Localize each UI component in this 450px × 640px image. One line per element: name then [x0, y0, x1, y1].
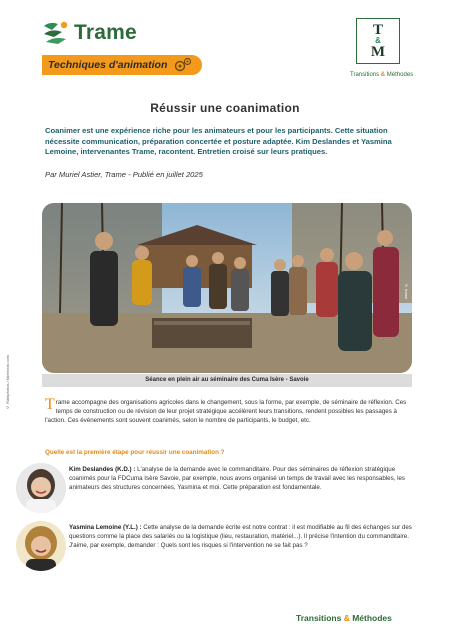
- intro-text: rame accompagne des organisations agricoles dans le changement, sous la forme, par exemple, de séminaire de réflexion. Ces temps de construction ou de révision de leur projet stratégique accélèrent leurs transitions, rendent possibles les passages à l'action. Ces événements sont souvent coanimés, selon le nombre de participants, le budget, etc.: [45, 399, 407, 425]
- brand-name: Trame: [74, 21, 137, 44]
- article-lead: Coanimer est une expérience riche pour les animateurs et pour les participants. Cette situation nécessite communication, préparation concertée et posture adaptée. Kim Deslandes et Yasmina Lemoine, intervenantes Trame, racontent. Entretien croisé sur leurs pratiques.: [45, 126, 392, 157]
- gears-icon: [174, 57, 192, 73]
- partner-logo: [356, 18, 400, 64]
- side-credit: © Rafaphotos / fabebook.com: [5, 355, 10, 411]
- speaker-name: Kim Deslandes (K.D.) :: [69, 466, 136, 473]
- section-tag-label: Techniques d'animation: [48, 59, 168, 71]
- interview-question: Quelle est la première étape pour réussir une coanimation ?: [45, 449, 225, 456]
- article-photo: [42, 203, 412, 373]
- partner-logo-t: T: [372, 22, 383, 38]
- speaker-answer: Kim Deslandes (K.D.) : L'analyse de la demande avec le commanditaire. Pour des séminaires de réflexion stratégique coanimés pour la FDCuma Isère Savoie, par exemple, nous avons organisé un temps de travail avec les responsables, les animateurs des structures concernées, Yasmina et moi. Cette préparation est fondamentale.: [69, 466, 406, 492]
- partner-logo-m: M: [370, 44, 386, 60]
- partner-caption: Transitions & Méthodes: [350, 72, 414, 78]
- outdoor-seminar-photo: [42, 203, 412, 373]
- partner-logo-amp: &: [375, 36, 381, 45]
- section-tag: [42, 55, 202, 75]
- footer-brand: Transitions & Méthodes: [296, 613, 392, 623]
- photo-credit: © trame: [404, 283, 409, 300]
- portrait-kim: [16, 463, 66, 513]
- trame-logo-icon: [42, 20, 70, 46]
- portrait-yasmina: [16, 521, 66, 571]
- avatar: [16, 521, 66, 571]
- photo-caption: Séance en plein air au séminaire des Cuma Isère - Savoie: [42, 374, 412, 387]
- trame-logo: [42, 20, 137, 46]
- speaker-answer: Yasmina Lemoine (Y.L.) : Cette analyse de la demande écrite est notre contrat : il est modifiable au fil des échanges sur des questions comme la place des salariés ou la logistique (lieu, restauration, matériel...). Il précise l'intention du commanditaire. J'aime, par exemple, demander : Quels sont les risques si l'intervention ne se fait pas ?: [69, 524, 412, 550]
- intro-paragraph: [45, 398, 415, 426]
- avatar: [16, 463, 66, 513]
- speaker-name: Yasmina Lemoine (Y.L.) :: [69, 524, 142, 531]
- drop-cap: T: [45, 396, 55, 413]
- article-title: Réussir une coanimation: [150, 101, 300, 115]
- article-byline: Par Muriel Astier, Trame - Publié en juillet 2025: [45, 170, 203, 179]
